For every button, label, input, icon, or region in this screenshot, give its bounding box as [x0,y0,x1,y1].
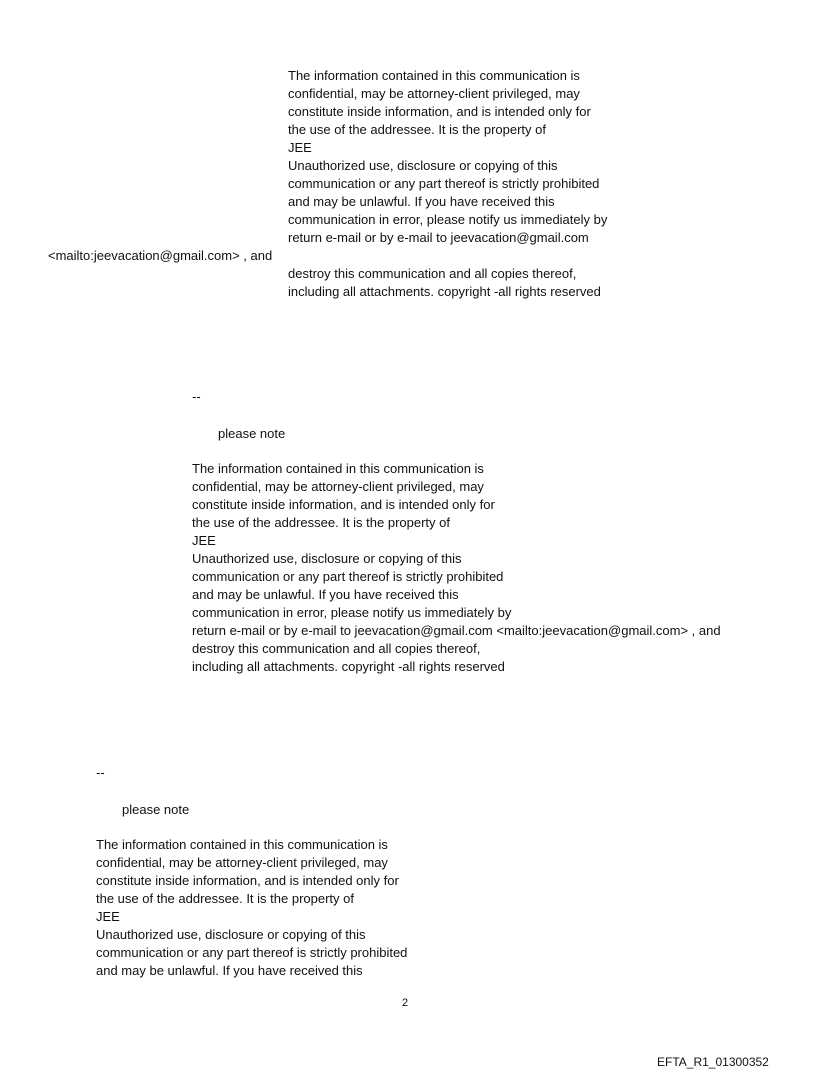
text-line: the use of the addressee. It is the property of [192,515,450,530]
text-line: destroy this communication and all copies thereof, [192,641,481,656]
text-line: The information contained in this communication is [288,68,580,83]
text-line: return e-mail or by e-mail to jeevacation@gmail.com <mailto:jeevacation@gmail.com> , and [192,623,721,638]
text-line: destroy this communication and all copies thereof, [288,266,577,281]
text-line: communication or any part thereof is strictly prohibited [96,945,408,960]
text-line: JEE [288,140,312,155]
text-line: constitute inside information, and is intended only for [192,497,495,512]
text-line: constitute inside information, and is intended only for [96,873,399,888]
note-heading: please note [122,802,190,817]
text-line: the use of the addressee. It is the property of [96,891,354,906]
text-line: Unauthorized use, disclosure or copying of this [192,551,462,566]
page-number: 2 [402,997,409,1009]
separator: -- [96,765,105,780]
text-line: confidential, may be attorney-client privileged, may [288,86,580,101]
text-line: constitute inside information, and is intended only for [288,104,591,119]
text-line: communication in error, please notify us immediately by [192,605,512,620]
document-id: EFTA_R1_01300352 [657,1055,769,1069]
text-line: return e-mail or by e-mail to jeevacation@gmail.com [288,230,589,245]
text-line: confidential, may be attorney-client privileged, may [192,479,484,494]
text-line: confidential, may be attorney-client privileged, may [96,855,388,870]
text-line: and may be unlawful. If you have received this [192,587,459,602]
text-line: and may be unlawful. If you have received this [288,194,555,209]
text-line: including all attachments. copyright -all rights reserved [288,284,601,299]
text-line: JEE [96,909,120,924]
text-line: The information contained in this communication is [96,837,388,852]
text-line: and may be unlawful. If you have received this [96,963,363,978]
separator: -- [192,389,201,404]
note-heading: please note [218,426,286,441]
text-line: communication in error, please notify us immediately by [288,212,608,227]
text-line: communication or any part thereof is strictly prohibited [288,176,600,191]
text-line: Unauthorized use, disclosure or copying of this [288,158,558,173]
text-line: including all attachments. copyright -all rights reserved [192,659,505,674]
mailto-line: <mailto:jeevacation@gmail.com> , and [48,248,273,263]
text-line: the use of the addressee. It is the property of [288,122,546,137]
text-line: Unauthorized use, disclosure or copying of this [96,927,366,942]
text-line: communication or any part thereof is strictly prohibited [192,569,504,584]
text-line: JEE [192,533,216,548]
text-line: The information contained in this communication is [192,461,484,476]
